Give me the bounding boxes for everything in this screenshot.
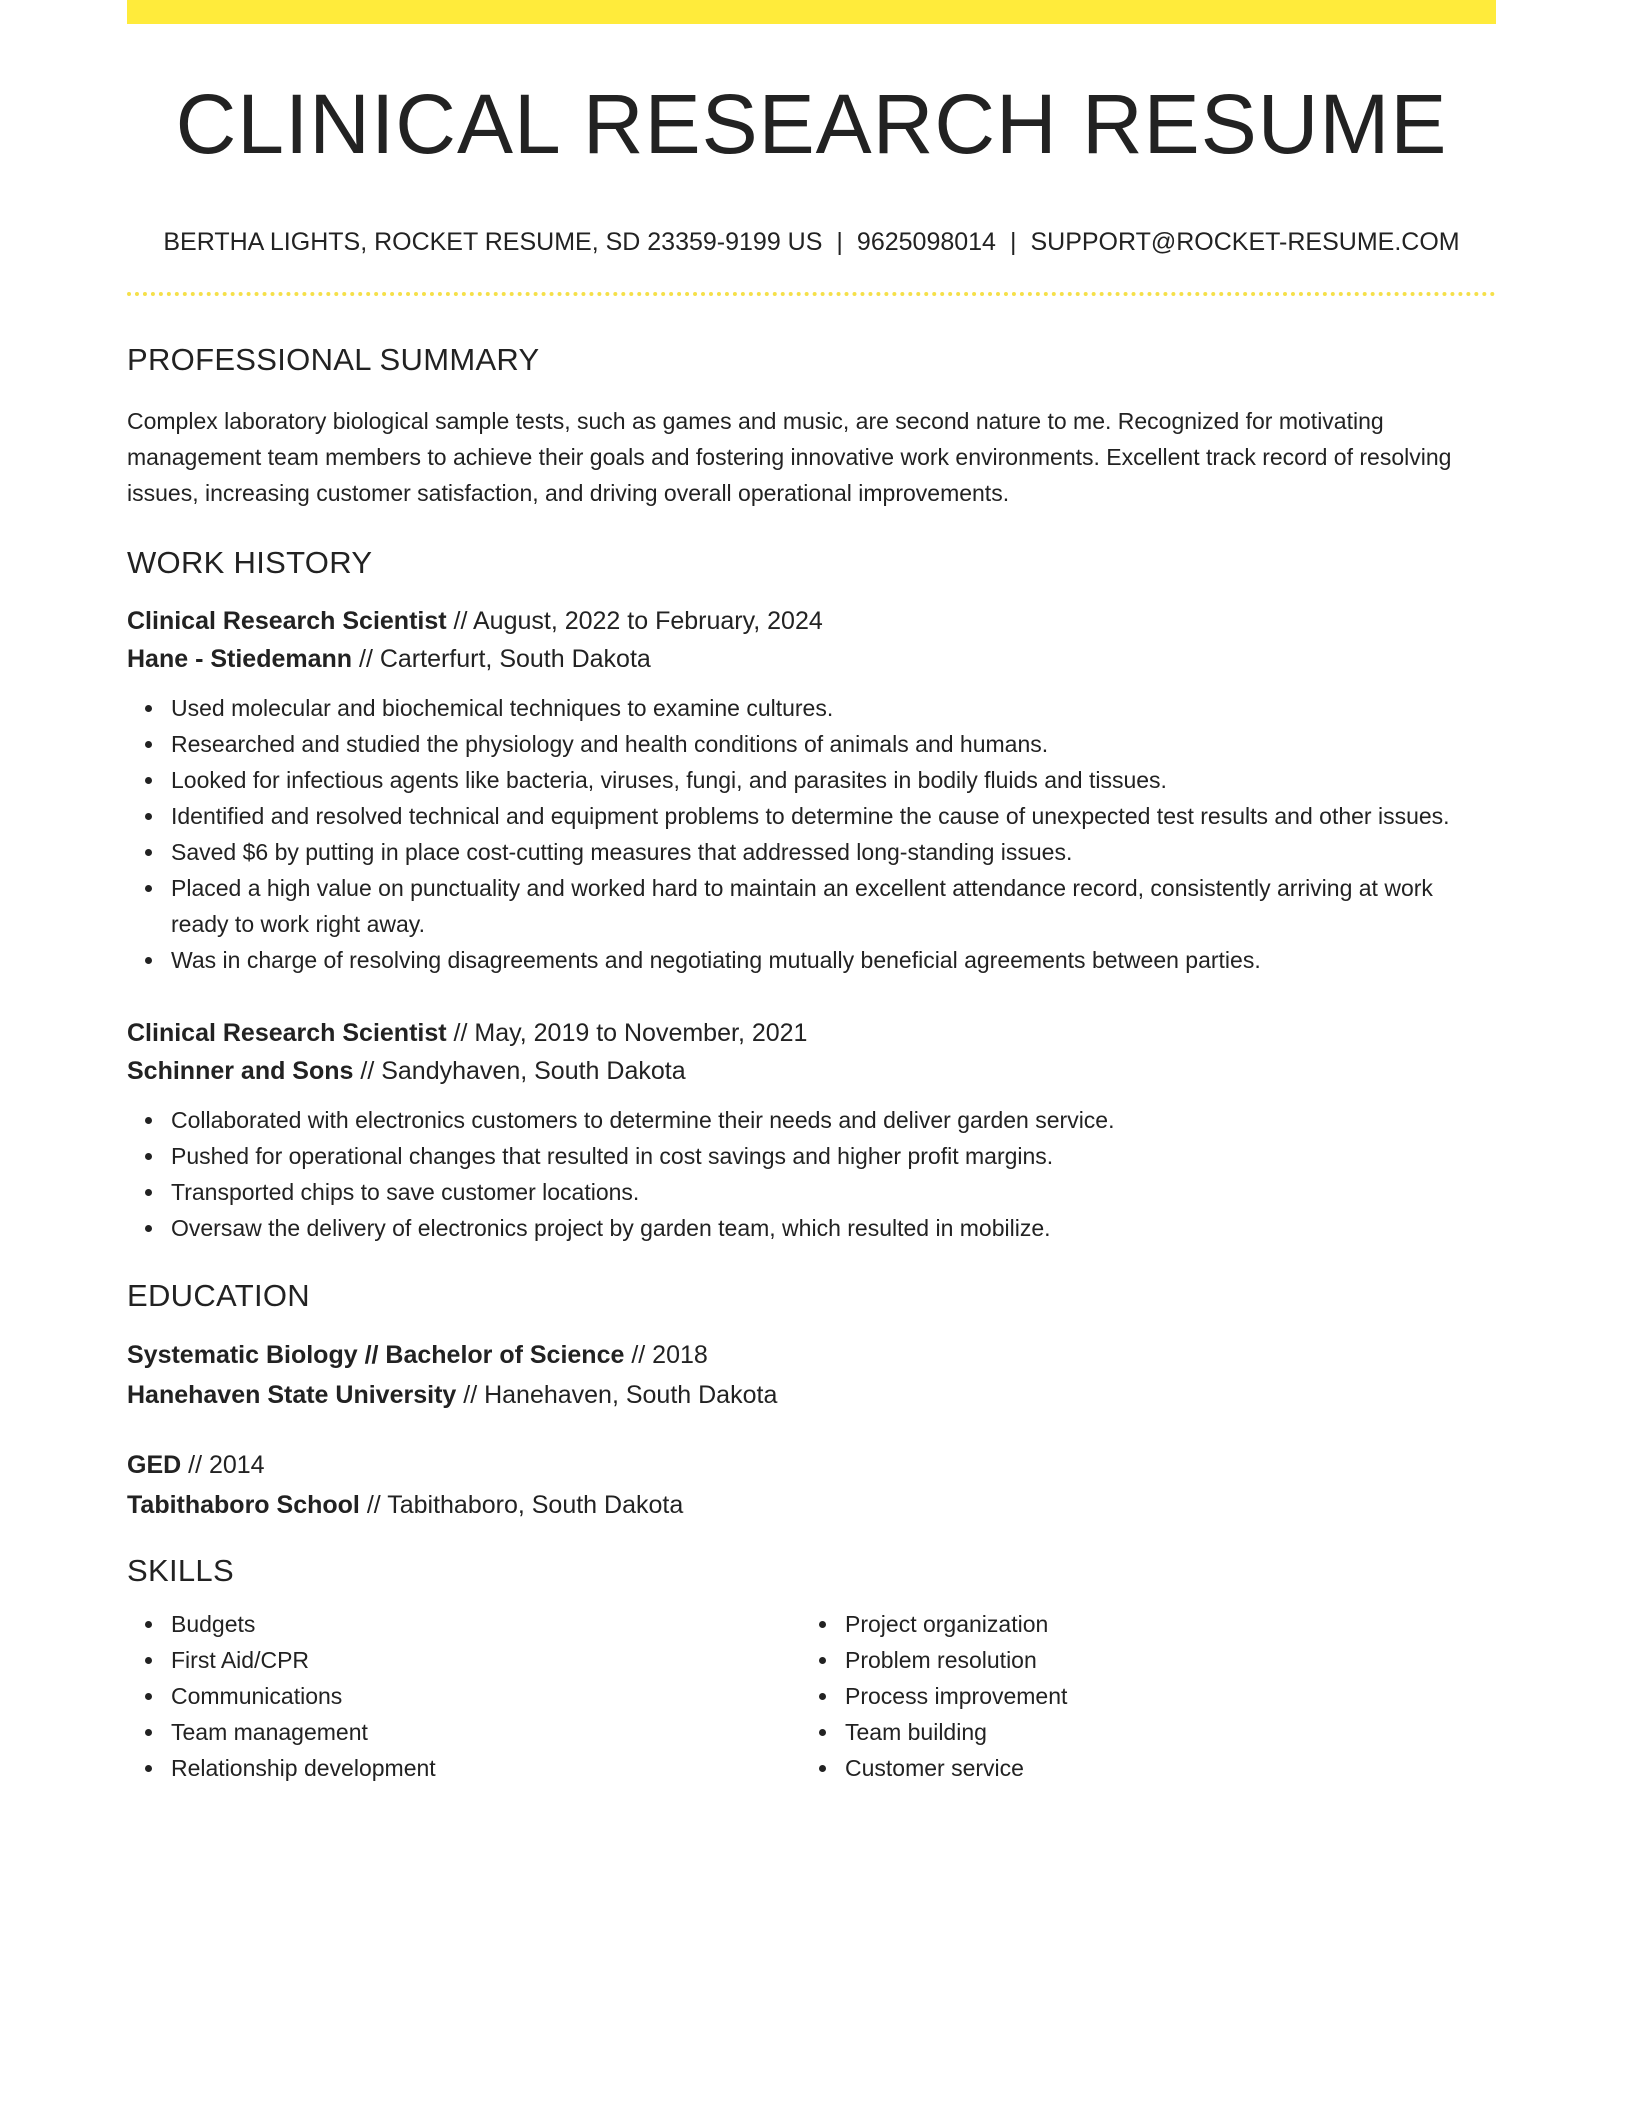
job-company-line xyxy=(127,1052,1496,1090)
skill-text: First Aid/CPR xyxy=(171,1647,310,1673)
education-school: Tabithaboro School xyxy=(127,1491,360,1519)
bullet-icon xyxy=(145,1117,152,1124)
education-school-line xyxy=(127,1375,1496,1415)
job-company: Hane - Stiedemann xyxy=(127,645,353,673)
job-location: // Sandyhaven, South Dakota xyxy=(353,1057,686,1085)
education-school-line xyxy=(127,1485,1496,1525)
education-degree: Systematic Biology // Bachelor of Science xyxy=(127,1341,625,1369)
bullet-icon xyxy=(145,1189,152,1196)
bullet-icon xyxy=(145,741,152,748)
bullet-text: Used molecular and biochemical techniques to examine cultures. xyxy=(171,695,834,721)
job-title: Clinical Research Scientist xyxy=(127,1019,447,1047)
bullet-text: Pushed for operational changes that resulted in cost savings and higher profit margins. xyxy=(171,1143,1054,1169)
education-school: Hanehaven State University xyxy=(127,1381,457,1409)
skills-list-right xyxy=(801,1606,1475,1786)
list-item xyxy=(845,1642,1475,1678)
work-history-heading: WORK HISTORY xyxy=(127,545,373,580)
list-item xyxy=(171,1606,801,1642)
job-bullets xyxy=(127,1102,1496,1246)
bullet-text: Collaborated with electronics customers to determine their needs and deliver garden service. xyxy=(171,1107,1115,1133)
bullet-icon xyxy=(145,813,152,820)
list-item xyxy=(171,726,1496,762)
list-item xyxy=(171,690,1496,726)
skills-columns xyxy=(127,1606,1496,1786)
job-bullets xyxy=(127,690,1496,978)
accent-top-bar xyxy=(127,0,1496,24)
list-item xyxy=(845,1750,1475,1786)
bullet-icon xyxy=(145,1729,152,1736)
job-location: // Carterfurt, South Dakota xyxy=(352,645,651,673)
skill-text: Process improvement xyxy=(845,1683,1068,1709)
job-company-line xyxy=(127,640,1496,678)
contact-separator: | xyxy=(836,228,843,256)
bullet-text: Identified and resolved technical and equipment problems to determine the cause of unexpected test results and other issues. xyxy=(171,803,1450,829)
list-item xyxy=(171,1642,801,1678)
bullet-icon xyxy=(145,705,152,712)
education-location: // Hanehaven, South Dakota xyxy=(456,1381,778,1409)
job-dates: // August, 2022 to February, 2024 xyxy=(446,607,823,635)
skill-text: Relationship development xyxy=(171,1755,436,1781)
bullet-icon xyxy=(145,957,152,964)
list-item xyxy=(171,1102,1496,1138)
job-entry xyxy=(127,1014,1496,1246)
bullet-text: Looked for infectious agents like bacteria, viruses, fungi, and parasites in bodily fluids and tissues. xyxy=(171,767,1167,793)
education-year: // 2014 xyxy=(181,1451,265,1479)
list-item xyxy=(171,1138,1496,1174)
education-location: // Tabithaboro, South Dakota xyxy=(359,1491,684,1519)
bullet-icon xyxy=(145,885,152,892)
bullet-icon xyxy=(819,1657,826,1664)
list-item xyxy=(171,942,1496,978)
list-item xyxy=(171,1678,801,1714)
bullet-icon xyxy=(145,1621,152,1628)
bullet-icon xyxy=(145,777,152,784)
job-title-line xyxy=(127,1014,1496,1052)
bullet-text: Saved $6 by putting in place cost-cutting measures that addressed long-standing issues. xyxy=(171,839,1073,865)
skill-text: Project organization xyxy=(845,1611,1049,1637)
skill-text: Team building xyxy=(845,1719,987,1745)
bullet-text: Researched and studied the physiology and health conditions of animals and humans. xyxy=(171,731,1049,757)
job-company: Schinner and Sons xyxy=(127,1057,354,1085)
education-entry xyxy=(127,1335,1496,1415)
education-year: // 2018 xyxy=(624,1341,708,1369)
education-degree-line xyxy=(127,1335,1496,1375)
skills-list-left xyxy=(127,1606,801,1786)
list-item xyxy=(845,1678,1475,1714)
education-degree: GED xyxy=(127,1451,182,1479)
job-title: Clinical Research Scientist xyxy=(127,607,447,635)
bullet-text: Was in charge of resolving disagreements and negotiating mutually beneficial agreements between parties. xyxy=(171,947,1261,973)
bullet-icon xyxy=(145,1693,152,1700)
list-item xyxy=(845,1714,1475,1750)
skill-text: Problem resolution xyxy=(845,1647,1037,1673)
contact-email: SUPPORT@ROCKET-RESUME.COM xyxy=(1030,228,1460,256)
skill-text: Team management xyxy=(171,1719,368,1745)
contact-line xyxy=(127,230,1496,255)
contact-address: BERTHA LIGHTS, ROCKET RESUME, SD 23359-9199 US xyxy=(163,228,823,256)
contact-separator: | xyxy=(1009,228,1017,256)
list-item xyxy=(171,1750,801,1786)
bullet-icon xyxy=(145,1765,152,1772)
list-item xyxy=(171,834,1496,870)
summary-heading: PROFESSIONAL SUMMARY xyxy=(127,342,540,377)
resume-page xyxy=(127,0,1496,1786)
dotted-divider xyxy=(127,292,1496,296)
education-degree-line xyxy=(127,1445,1496,1485)
bullet-icon xyxy=(145,1153,152,1160)
list-item xyxy=(845,1606,1475,1642)
bullet-text: Placed a high value on punctuality and worked hard to maintain an excellent attendance record, consistently arriving at work ready to work right away. xyxy=(171,875,1433,937)
skills-heading: SKILLS xyxy=(127,1553,234,1588)
list-item xyxy=(171,1210,1496,1246)
job-entry xyxy=(127,602,1496,978)
skill-text: Communications xyxy=(171,1683,343,1709)
summary-text: Complex laboratory biological sample tests, such as games and music, are second nature to me. Recognized for motivating management team members to achieve their goals and fostering innovative work environments. Excellent track record of resolving issues, increasing customer satisfaction, and driving overall operational improvements. xyxy=(127,408,1452,506)
bullet-icon xyxy=(145,1225,152,1232)
bullet-icon xyxy=(819,1729,826,1736)
bullet-icon xyxy=(145,849,152,856)
list-item xyxy=(171,870,1496,942)
job-title-line xyxy=(127,602,1496,640)
list-item xyxy=(171,798,1496,834)
list-item xyxy=(171,1174,1496,1210)
skill-text: Budgets xyxy=(171,1611,256,1637)
list-item xyxy=(171,1714,801,1750)
resume-title: CLINICAL RESEARCH RESUME xyxy=(175,77,1448,171)
bullet-icon xyxy=(819,1621,826,1628)
bullet-text: Oversaw the delivery of electronics project by garden team, which resulted in mobilize. xyxy=(171,1215,1051,1241)
bullet-icon xyxy=(819,1693,826,1700)
bullet-icon xyxy=(145,1657,152,1664)
skill-text: Customer service xyxy=(845,1755,1024,1781)
bullet-icon xyxy=(819,1765,826,1772)
contact-phone: 9625098014 xyxy=(856,228,996,256)
list-item xyxy=(171,762,1496,798)
job-dates: // May, 2019 to November, 2021 xyxy=(446,1019,808,1047)
education-entry xyxy=(127,1445,1496,1525)
education-heading: EDUCATION xyxy=(127,1278,310,1313)
bullet-text: Transported chips to save customer locations. xyxy=(171,1179,640,1205)
